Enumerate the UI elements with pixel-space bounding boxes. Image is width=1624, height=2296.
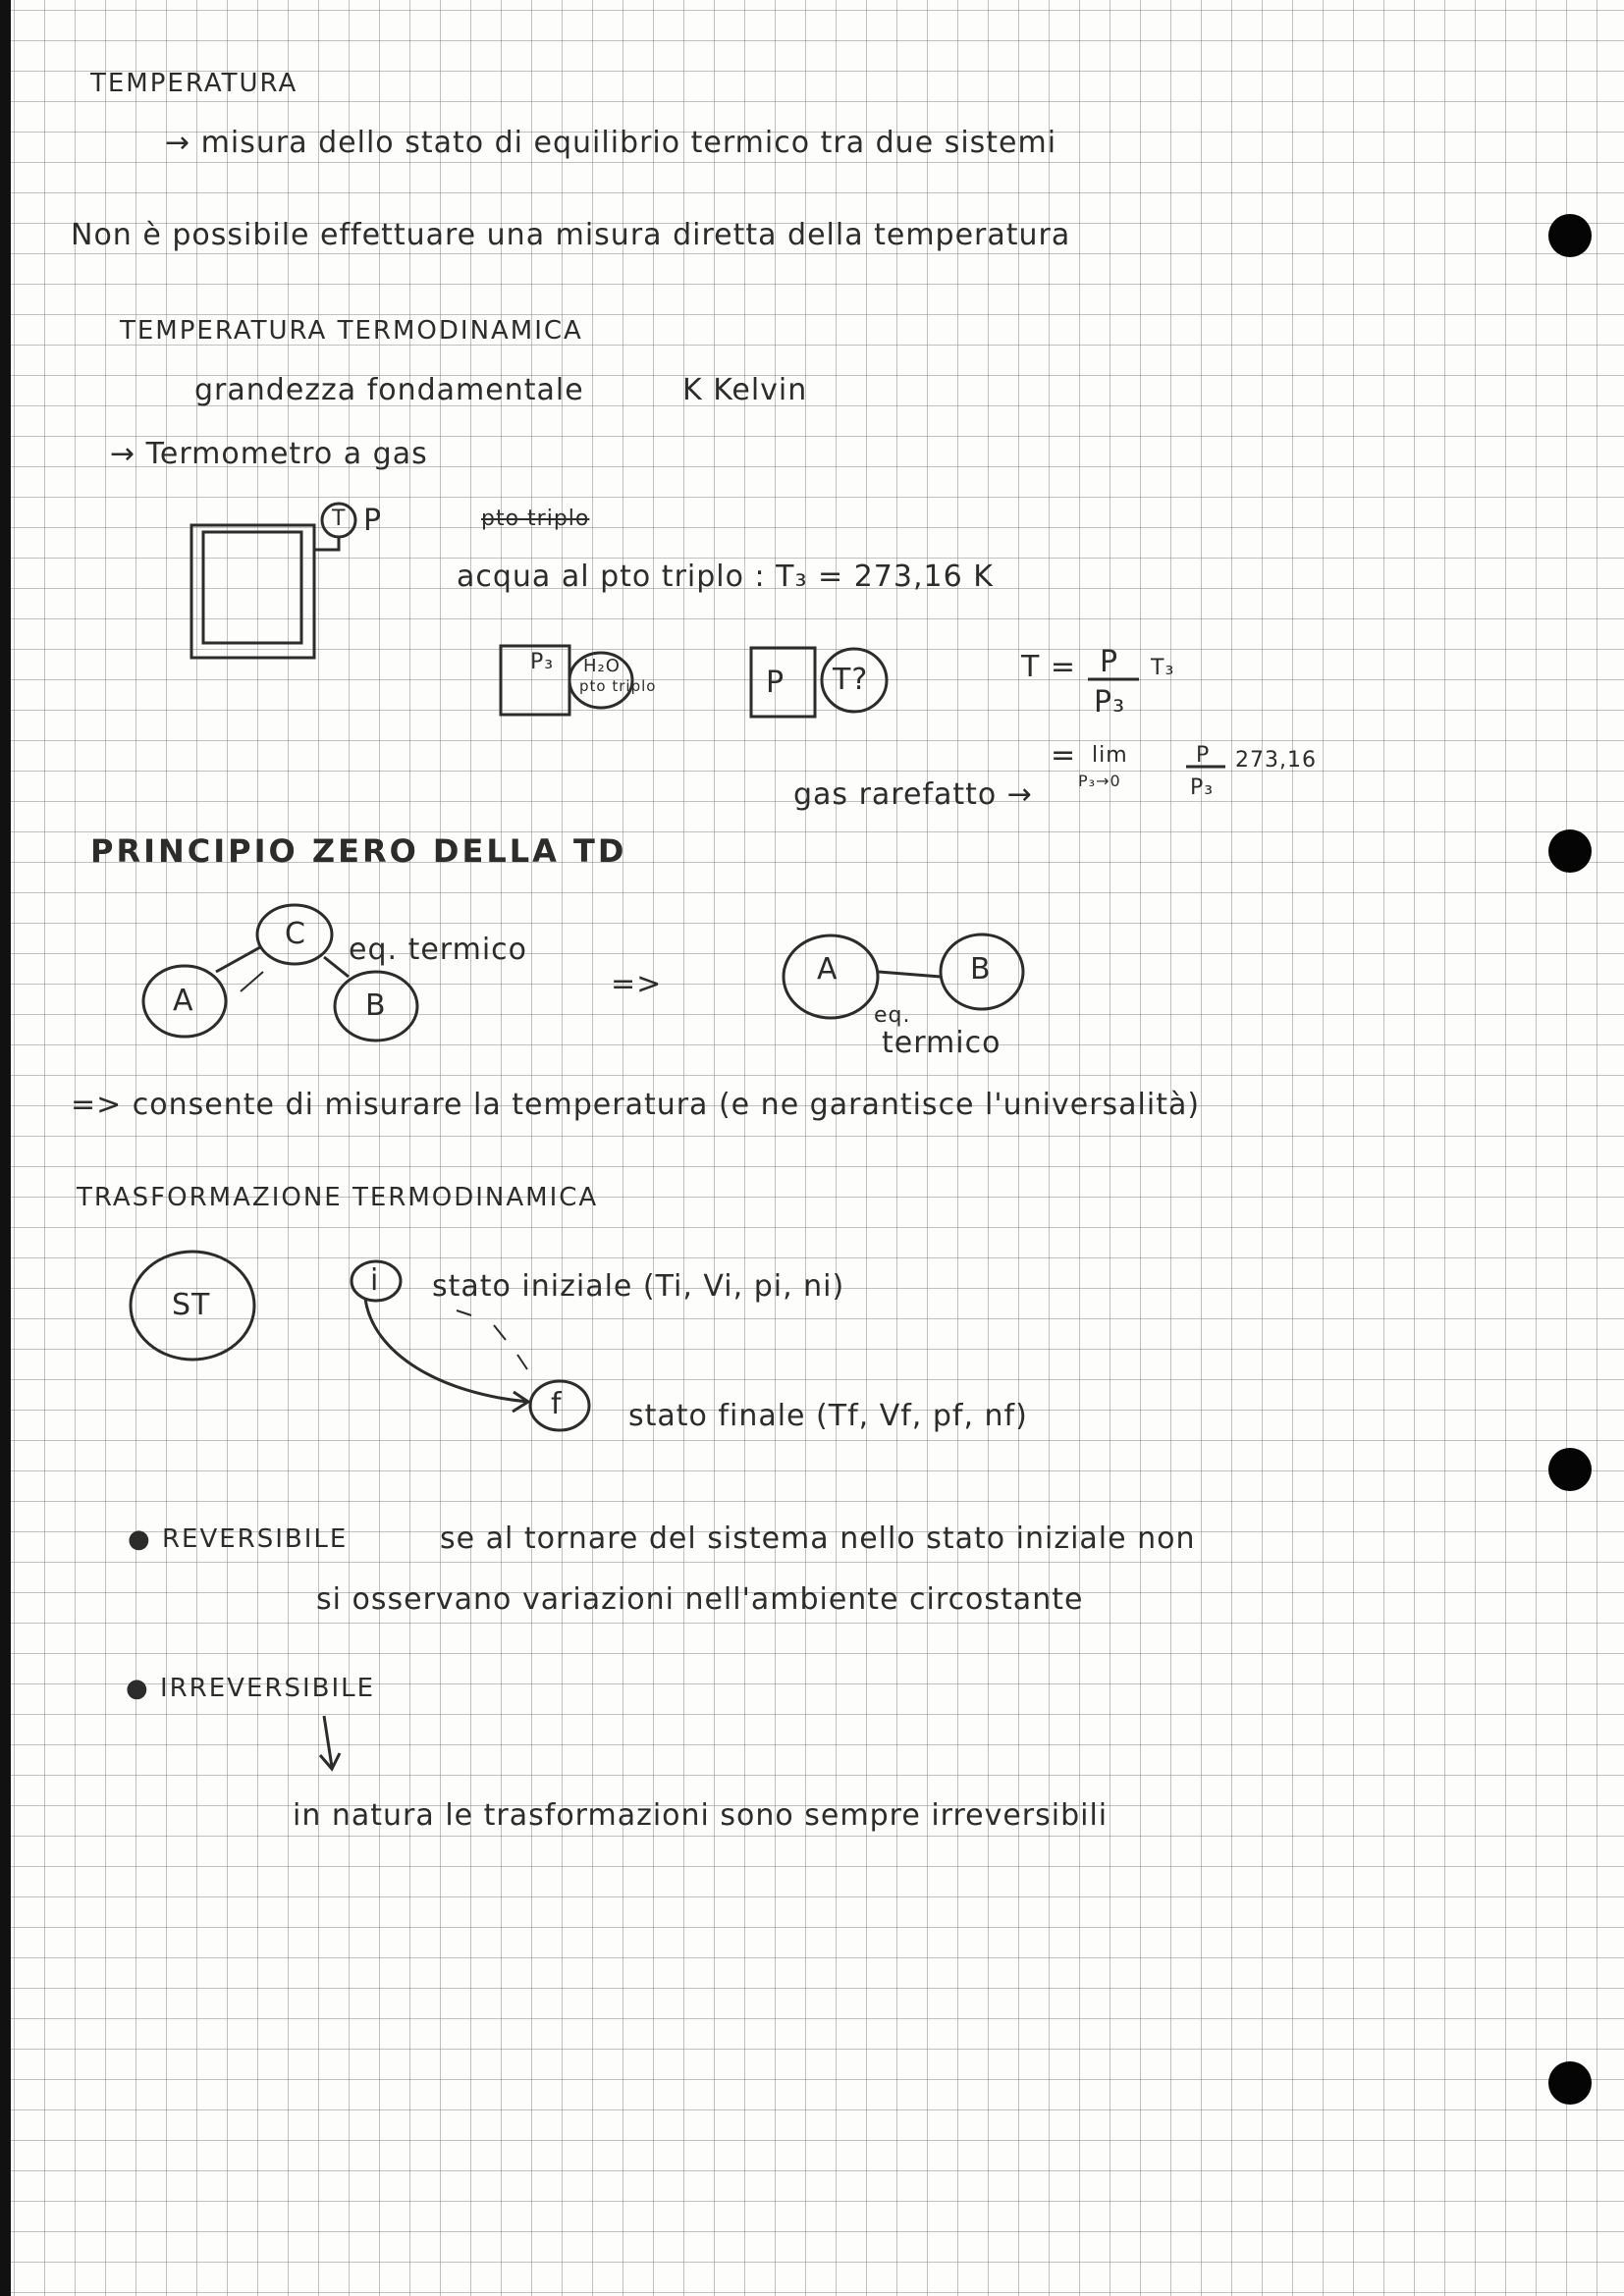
kelvin-unit: K Kelvin: [682, 373, 808, 407]
box-p-label: P: [766, 666, 785, 700]
non-possibile-text: Non è possibile effettuare una misura diretta della temperatura: [71, 218, 1071, 252]
gas-thermometer-drawing: [191, 504, 355, 658]
down-arrow-icon: [320, 1716, 340, 1769]
formula-numerator: P: [1100, 645, 1119, 679]
heading-temperatura: TEMPERATURA: [90, 69, 298, 98]
triple-point-cell: [501, 646, 887, 717]
formula-numerator-2: P: [1196, 743, 1211, 768]
node-st: ST: [172, 1288, 211, 1322]
formula-t3: T₃: [1151, 656, 1175, 680]
pto-triplo-crossed: pto triplo: [481, 507, 590, 531]
consente-text: => consente di misurare la temperatura (e ne garantisce l'universalità): [71, 1088, 1201, 1122]
reversibile-text-1: se al tornare del sistema nello stato iniziale non: [440, 1522, 1196, 1556]
formula-lim-sub: P₃→0: [1078, 772, 1121, 790]
formula-denominator-2: P₃: [1190, 775, 1215, 800]
irreversibile-label: ● IRREVERSIBILE: [126, 1674, 376, 1703]
node-i: i: [370, 1263, 380, 1298]
formula-denominator: P₃: [1094, 685, 1126, 720]
node-b: B: [365, 988, 387, 1023]
eq-termico-label: eq. termico: [349, 933, 528, 967]
formula-equals: =: [1051, 738, 1077, 773]
heading-trasformazione: TRASFORMAZIONE TERMODINAMICA: [77, 1183, 599, 1212]
termico-label: termico: [882, 1026, 1001, 1060]
in-natura-text: in natura le trasformazioni sono sempre irreversibili: [293, 1798, 1109, 1833]
formula-lim: lim: [1092, 743, 1128, 768]
implies-arrow: =>: [611, 967, 663, 1001]
stato-iniziale: stato iniziale (Ti, Vi, pi, ni): [432, 1269, 845, 1304]
termometro-a-gas: → Termometro a gas: [110, 437, 428, 471]
eq-short-label: eq.: [874, 1003, 911, 1028]
thermometer-t-label: T: [332, 507, 347, 531]
node-a: A: [173, 984, 194, 1018]
reversibile-text-2: si osservano variazioni nell'ambiente circostante: [316, 1582, 1084, 1617]
box-p3-label: P₃: [530, 650, 555, 674]
formula-value: 273,16: [1235, 748, 1317, 773]
reversibile-label: ● REVERSIBILE: [128, 1524, 349, 1554]
stato-finale: stato finale (Tf, Vf, pf, nf): [628, 1399, 1028, 1433]
h2o-label: H₂O: [583, 656, 621, 676]
pto-triplo-small: pto triplo: [579, 677, 657, 695]
node-f: f: [551, 1387, 563, 1421]
node-b-right: B: [970, 952, 992, 987]
gas-rarefatto: gas rarefatto →: [793, 777, 1033, 812]
thermometer-p-label: P: [363, 504, 383, 538]
heading-principio-zero: PRINCIPIO ZERO DELLA TD: [90, 832, 627, 870]
acqua-pto-triplo: acqua al pto triplo : T₃ = 273,16 K: [457, 560, 994, 594]
formula-t-equals: T =: [1021, 650, 1076, 684]
t-question: T?: [833, 663, 869, 697]
grandezza-fondamentale: grandezza fondamentale: [194, 373, 584, 407]
heading-temperatura-termodinamica: TEMPERATURA TERMODINAMICA: [120, 316, 583, 346]
node-c: C: [285, 917, 306, 951]
temperatura-definition: → misura dello stato di equilibrio termico tra due sistemi: [165, 126, 1057, 160]
node-a-right: A: [817, 952, 839, 987]
